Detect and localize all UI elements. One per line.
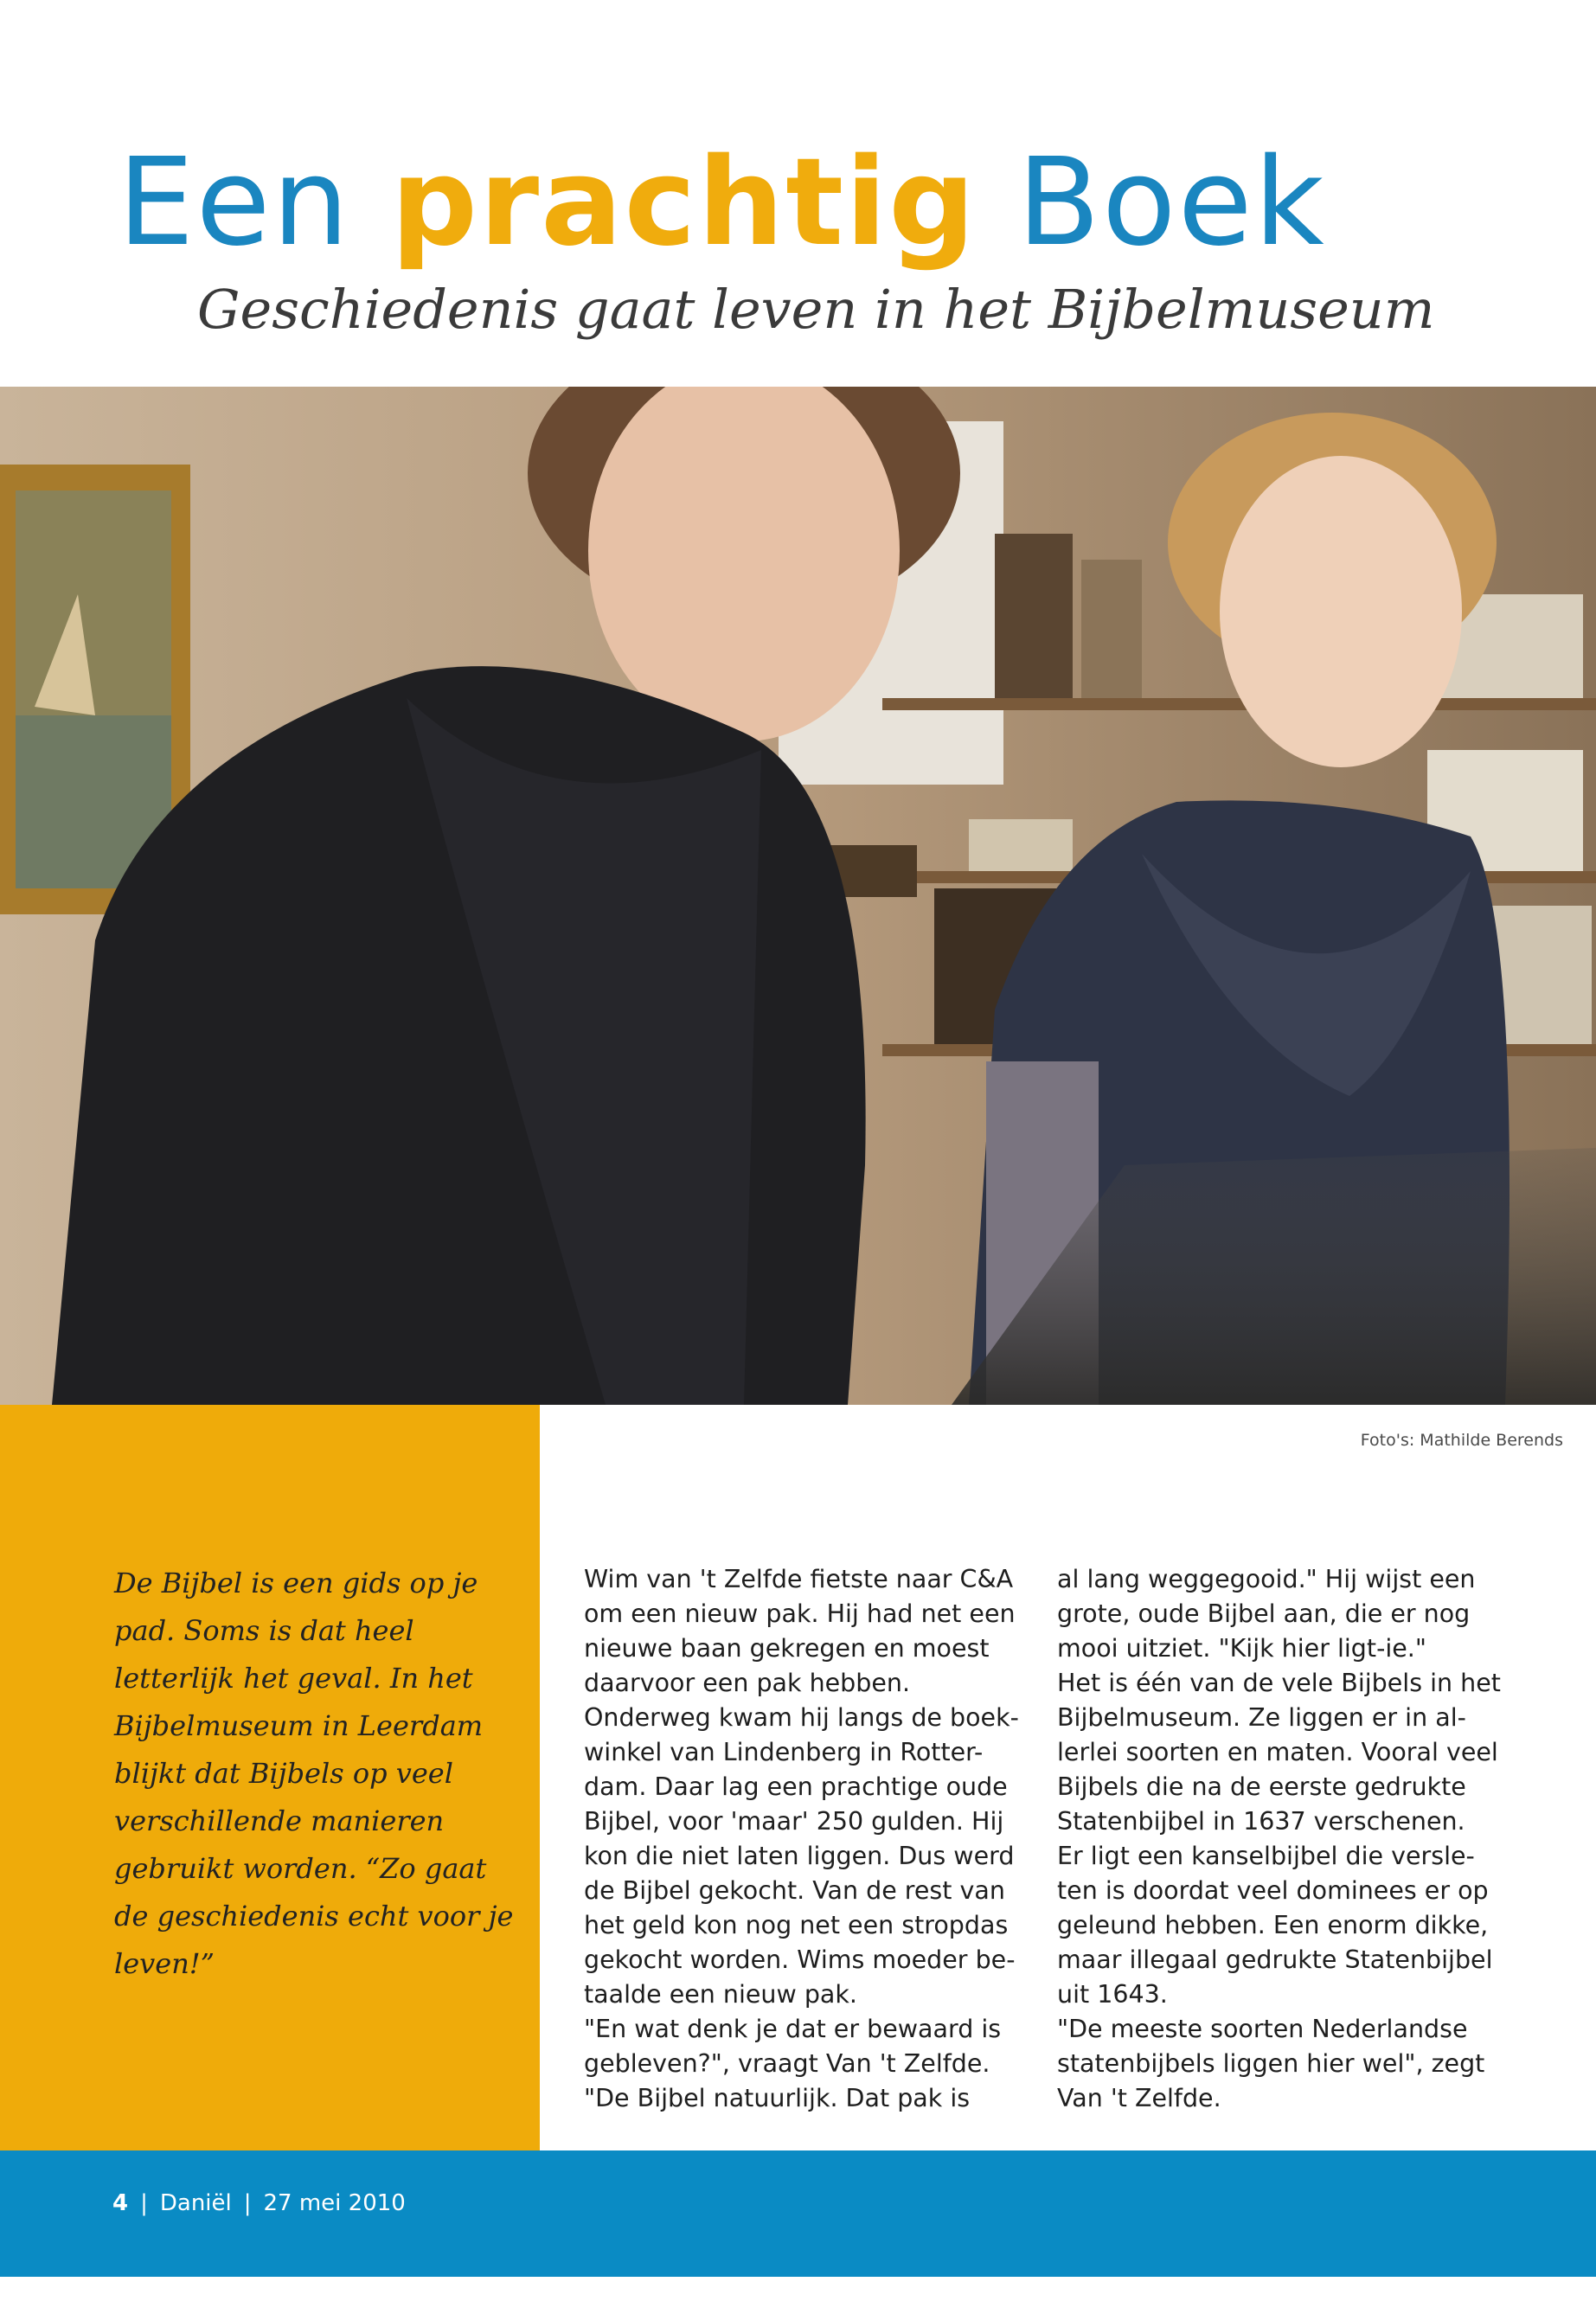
intro-text: De Bijbel is een gids op je pad. Soms is dat heel letterlijk het geval. In het Bijbelmuseum in Leerdam blijkt dat Bijbels op veel verschillende manieren gebruikt worden. “Zo gaat de geschiedenis echt voor je leven!” bbox=[114, 1567, 514, 1980]
article-photo bbox=[0, 387, 1596, 1405]
body-line: uit 1643. bbox=[1057, 1980, 1168, 2009]
body-line: Van 't Zelfde. bbox=[1057, 2084, 1221, 2112]
body-line: "De meeste soorten Nederlandse bbox=[1057, 2015, 1468, 2043]
photo-credit: Foto's: Mathilde Berends bbox=[1360, 1431, 1563, 1450]
body-line: Bijbel, voor 'maar' 250 gulden. Hij bbox=[584, 1807, 1004, 1836]
body-line: Statenbijbel in 1637 verschenen. bbox=[1057, 1807, 1465, 1836]
body-line: Bijbelmuseum. Ze liggen er in al- bbox=[1057, 1703, 1466, 1732]
issue-date: 27 mei 2010 bbox=[263, 2190, 406, 2216]
body-line: al lang weggegooid." Hij wijst een bbox=[1057, 1565, 1476, 1593]
body-line: winkel van Lindenberg in Rotter- bbox=[584, 1738, 984, 1766]
magazine-name: Daniël bbox=[159, 2190, 232, 2216]
body-column-1 bbox=[584, 1562, 1019, 2116]
footer-separator: | bbox=[243, 2190, 252, 2216]
title-part-1: Een bbox=[118, 132, 391, 273]
page-number: 4 bbox=[112, 2190, 129, 2216]
body-line: taalde een nieuw pak. bbox=[584, 1980, 857, 2009]
footer-separator: | bbox=[140, 2190, 148, 2216]
page-title bbox=[118, 130, 1326, 277]
body-line: grote, oude Bijbel aan, die er nog bbox=[1057, 1599, 1471, 1628]
body-line: Onderweg kwam hij langs de boek- bbox=[584, 1703, 1019, 1732]
body-line: mooi uitziet. "Kijk hier ligt-ie." bbox=[1057, 1634, 1426, 1663]
body-line: daarvoor een pak hebben. bbox=[584, 1669, 910, 1697]
body-line: Het is één van de vele Bijbels in het bbox=[1057, 1669, 1501, 1697]
body-line: Wim van 't Zelfde fietste naar C&A bbox=[584, 1565, 1014, 1593]
body-line: gekocht worden. Wims moeder be- bbox=[584, 1945, 1016, 1974]
body-line: dam. Daar lag een prachtige oude bbox=[584, 1772, 1008, 1801]
body-line: Bijbels die na de eerste gedrukte bbox=[1057, 1772, 1466, 1801]
title-accent-word: prachtig bbox=[390, 132, 977, 273]
body-line: "De Bijbel natuurlijk. Dat pak is bbox=[584, 2084, 971, 2112]
body-line: maar illegaal gedrukte Statenbijbel bbox=[1057, 1945, 1493, 1974]
body-line: de Bijbel gekocht. Van de rest van bbox=[584, 1876, 1005, 1905]
page-footer bbox=[112, 2188, 406, 2219]
body-line: kon die niet laten liggen. Dus werd bbox=[584, 1842, 1015, 1870]
body-line: gebleven?", vraagt Van 't Zelfde. bbox=[584, 2049, 990, 2078]
body-line: statenbijbels liggen hier wel", zegt bbox=[1057, 2049, 1485, 2078]
body-line: lerlei soorten en maten. Vooral veel bbox=[1057, 1738, 1498, 1766]
page-subtitle: Geschiedenis gaat leven in het Bijbelmuseum bbox=[197, 278, 1435, 341]
body-line: het geld kon nog net een stropdas bbox=[584, 1911, 1009, 1939]
body-line: nieuwe baan gekregen en moest bbox=[584, 1634, 990, 1663]
body-line: om een nieuw pak. Hij had net een bbox=[584, 1599, 1016, 1628]
body-line: geleund hebben. Een enorm dikke, bbox=[1057, 1911, 1489, 1939]
title-part-2: Boek bbox=[977, 132, 1326, 273]
body-column-2 bbox=[1057, 1562, 1507, 2116]
body-line: "En wat denk je dat er bewaard is bbox=[584, 2015, 1002, 2043]
body-line: ten is doordat veel dominees er op bbox=[1057, 1876, 1489, 1905]
body-line: Er ligt een kanselbijbel die versle- bbox=[1057, 1842, 1475, 1870]
